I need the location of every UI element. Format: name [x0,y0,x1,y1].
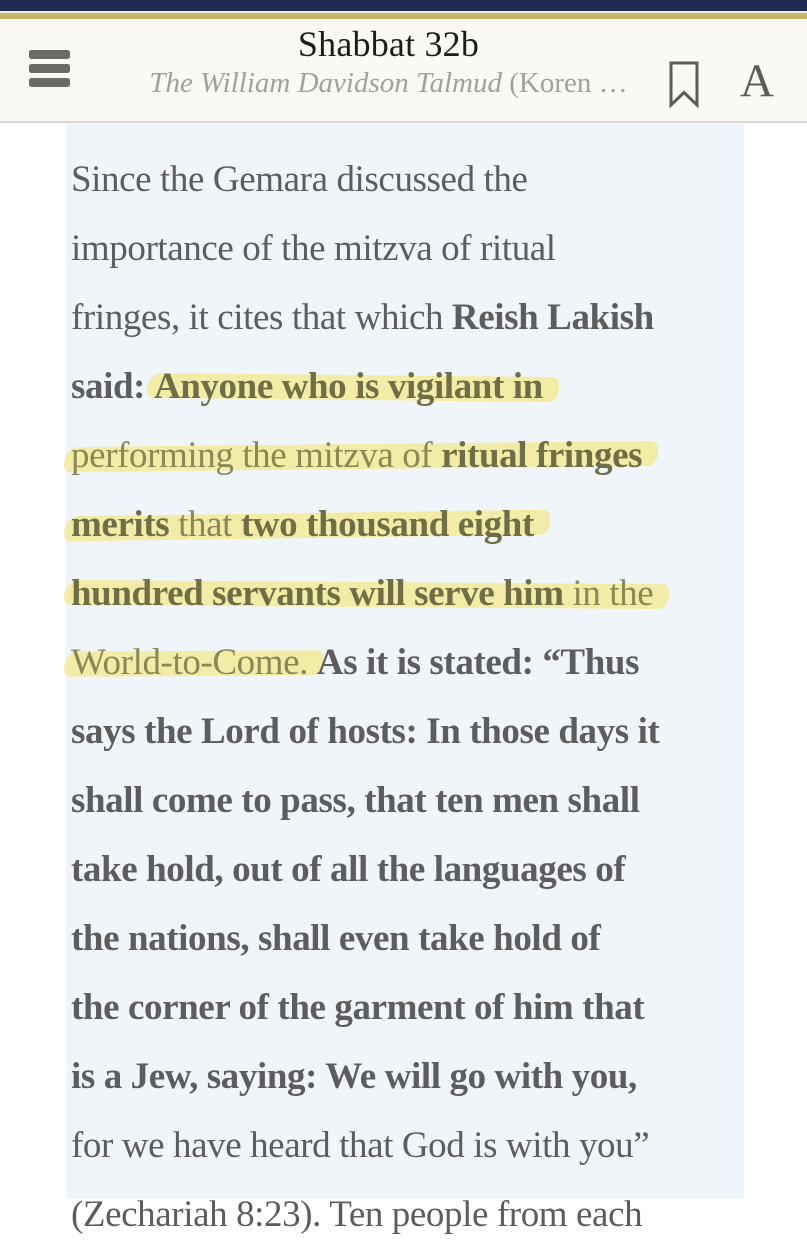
text-segment: As it is stated: “Thus [316,642,640,683]
text-run [71,849,625,890]
text-line [66,559,744,628]
text-segment: says the Lord of hosts: In those days it [71,711,660,752]
hamburger-icon [29,78,70,87]
edition-name: The William Davidson Talmud [149,67,502,99]
text-segment: in the [563,573,654,614]
text-segment: performing the mitzva of [71,435,442,476]
highlighted-run [154,366,543,407]
text-segment: fringes, it cites that which [71,297,452,338]
text-run [71,711,659,752]
hamburger-icon [29,50,70,59]
highlighted-run [71,504,534,545]
text-segment: for we have heard that God is with you” [71,1125,650,1166]
text-run [71,228,556,269]
text-line [66,1111,744,1180]
text-line [66,145,744,214]
menu-button[interactable] [29,50,70,87]
text-segment: ritual fringes [441,435,643,476]
text-segment: Anyone who is vigilant in [153,366,543,407]
text-segment: said: [71,366,154,407]
text-run [71,297,654,338]
text-line [66,283,744,352]
text-segment: the corner of the garment of him that [71,987,645,1028]
text-segment: take hold, out of all the languages of [71,849,626,890]
text-run [71,987,644,1028]
text-run [71,366,154,407]
text-run [71,1194,642,1235]
text-segment: the nations, shall even take hold of [71,918,601,959]
text-line [66,904,744,973]
text-line [66,352,744,421]
bookmark-icon [668,61,700,109]
text-line [66,214,744,283]
text-segment: that [178,504,241,545]
text-line [66,1180,744,1249]
text-run [308,642,639,683]
font-size-button[interactable] [732,51,782,111]
bookmark-button[interactable] [668,61,700,109]
highlighted-run [71,642,308,683]
text-run [71,918,600,959]
hamburger-icon [29,64,70,73]
text-line [66,973,744,1042]
page-title: Shabbat 32b [297,24,480,64]
text-run [71,780,640,821]
text-segment [308,642,317,683]
text-block[interactable] [66,123,744,1235]
text-line [66,628,744,697]
text-run [71,1125,649,1166]
text-segment: shall come to pass, that ten men shall [71,780,640,821]
text-line [66,421,744,490]
text-run [71,159,528,200]
edition-suffix: (Koren … [501,67,628,99]
text-segment: importance of the mitzva of ritual [71,228,556,269]
status-bar [0,0,807,11]
text-line [66,835,744,904]
text-segment: Since the Gemara discussed the [71,159,528,200]
text-segment: two thousand eight [240,504,534,545]
text-line [66,1042,744,1111]
text-segment: is a Jew, saying: We will go with you, [71,1056,637,1097]
text-segment: (Zechariah 8:23). Ten people from each [71,1194,643,1235]
title-block[interactable] [110,24,667,100]
text-run [71,1056,637,1097]
reader-header [0,19,807,123]
text-segment: World-to-Come. [71,642,309,683]
text-segment: Reish Lakish [451,297,654,338]
text-segment: hundred servants will serve him [71,573,564,614]
text-line [66,697,744,766]
highlighted-run [71,435,642,476]
highlighted-run [71,573,653,614]
edition-subtitle [110,66,667,100]
text-segment: merits [71,504,179,545]
text-line [66,490,744,559]
text-line [66,766,744,835]
font-size-icon: A [740,55,774,107]
